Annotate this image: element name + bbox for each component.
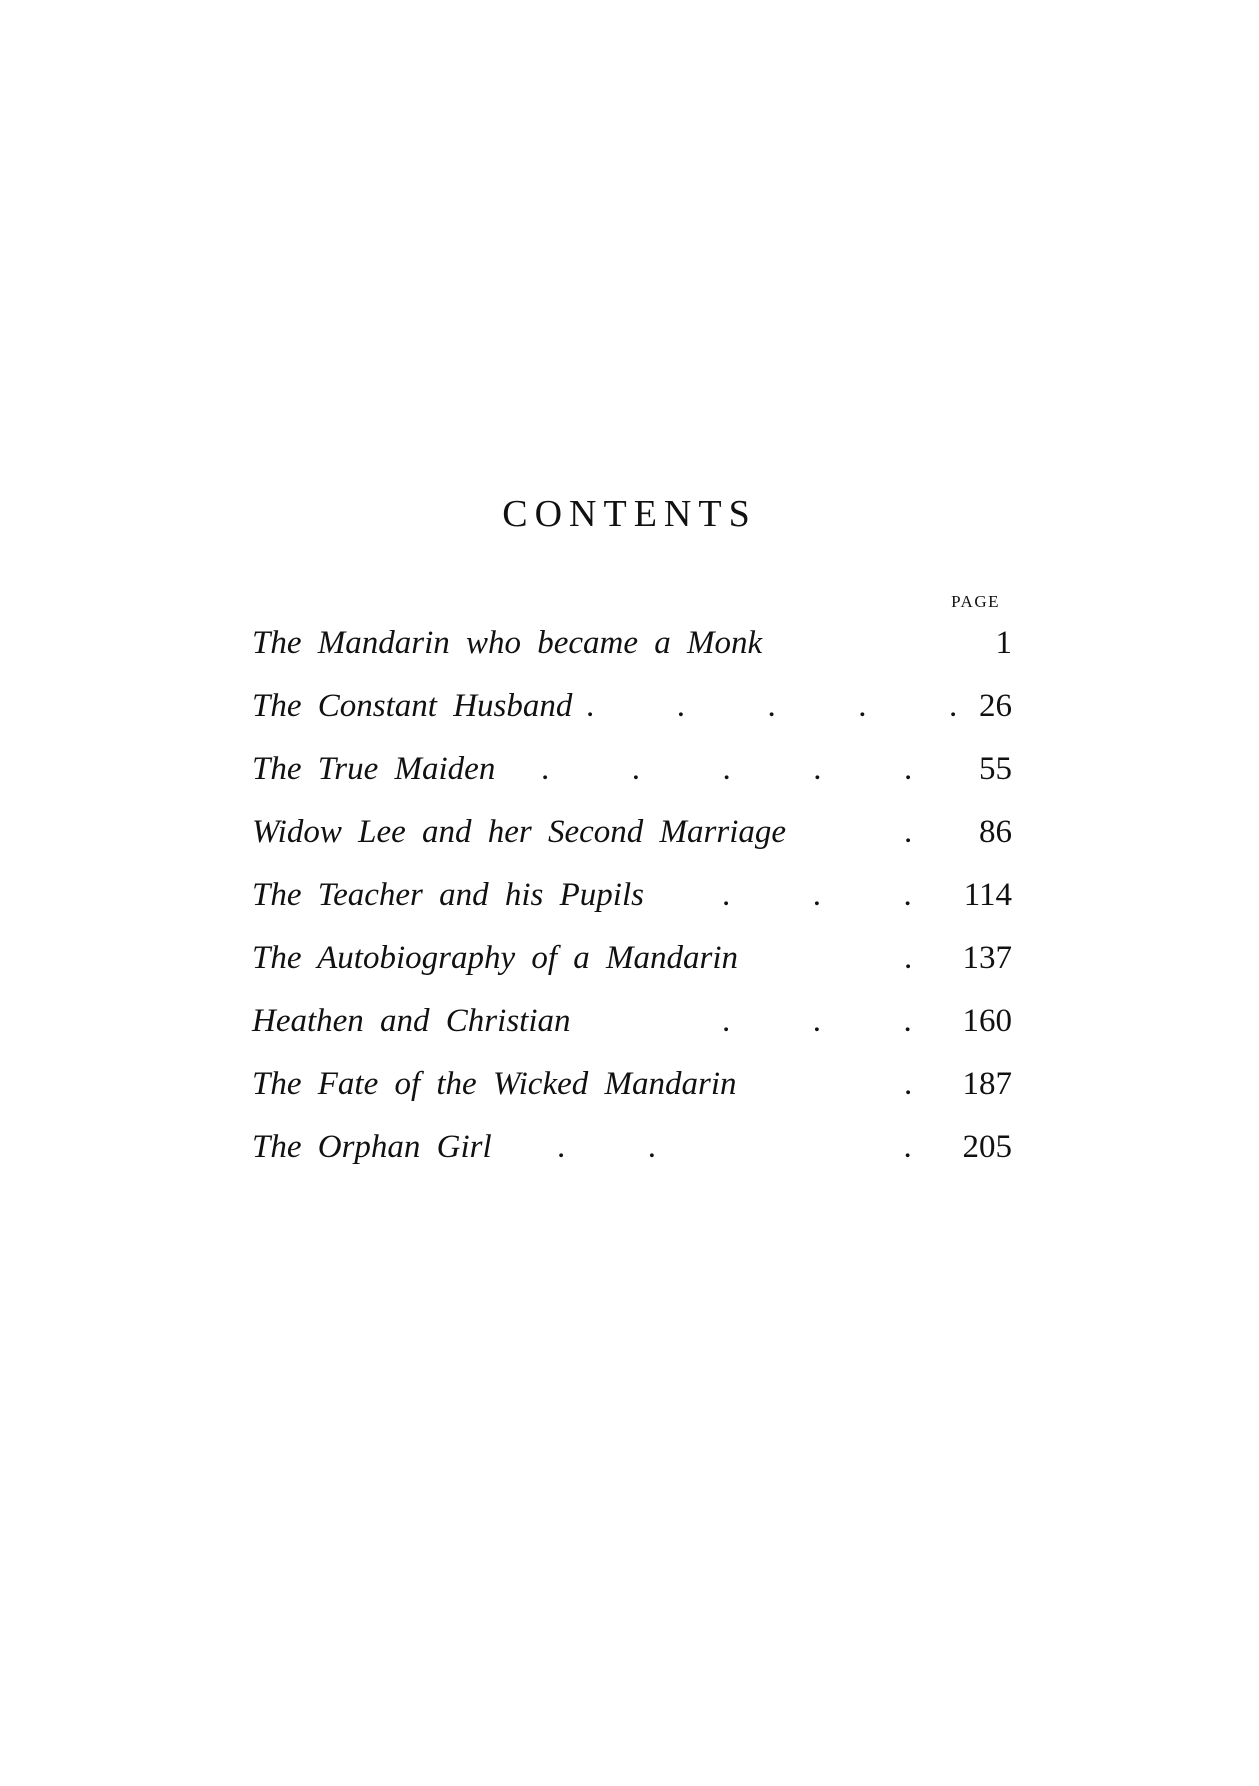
toc-entry-page: 55 <box>979 751 1012 787</box>
toc-entry-leader: . <box>904 1066 913 1102</box>
toc-entry-page: 205 <box>962 1129 1012 1165</box>
toc-entry-page: 114 <box>963 877 1012 913</box>
toc-entry-title: The Mandarin who became a Monk <box>252 625 763 661</box>
toc-entry-leader: . . . . . <box>586 688 958 724</box>
table-of-contents <box>252 612 1012 1179</box>
toc-entry-3 <box>252 738 1012 801</box>
toc-entry-leader: . <box>904 814 913 850</box>
toc-entry-title: The True Maiden <box>252 751 496 787</box>
page-column-label: PAGE <box>951 592 1000 611</box>
toc-entry-leader: . . . <box>722 877 912 913</box>
toc-entry-leader: . <box>904 940 913 976</box>
toc-entry-7 <box>252 990 1012 1053</box>
toc-entry-page: 160 <box>962 1003 1012 1039</box>
toc-entry-leader: . . . <box>557 1129 912 1165</box>
contents-heading: CONTENTS <box>502 493 757 535</box>
toc-entry-8 <box>252 1053 1012 1116</box>
toc-entry-1 <box>252 612 1012 675</box>
toc-entry-5 <box>252 864 1012 927</box>
toc-entry-2 <box>252 675 1012 738</box>
toc-entry-leader: . . . <box>722 1003 912 1039</box>
toc-entry-title: The Constant Husband <box>252 688 573 724</box>
toc-entry-page: 1 <box>995 625 1012 661</box>
toc-entry-title: The Orphan Girl <box>252 1129 492 1165</box>
toc-entry-title: The Teacher and his Pupils <box>252 877 644 913</box>
toc-entry-9 <box>252 1116 1012 1179</box>
toc-entry-6 <box>252 927 1012 990</box>
toc-entry-leader: . . . . . <box>541 751 913 787</box>
toc-entry-page: 26 <box>979 688 1012 724</box>
toc-entry-page: 137 <box>962 940 1012 976</box>
toc-entry-page: 187 <box>962 1066 1012 1102</box>
toc-entry-title: Widow Lee and her Second Marriage <box>252 814 787 850</box>
toc-entry-title: The Autobiography of a Mandarin <box>252 940 739 976</box>
toc-entry-page: 86 <box>979 814 1012 850</box>
toc-entry-title: The Fate of the Wicked Mandarin <box>252 1066 737 1102</box>
toc-entry-title: Heathen and Christian <box>252 1003 571 1039</box>
toc-entry-4 <box>252 801 1012 864</box>
